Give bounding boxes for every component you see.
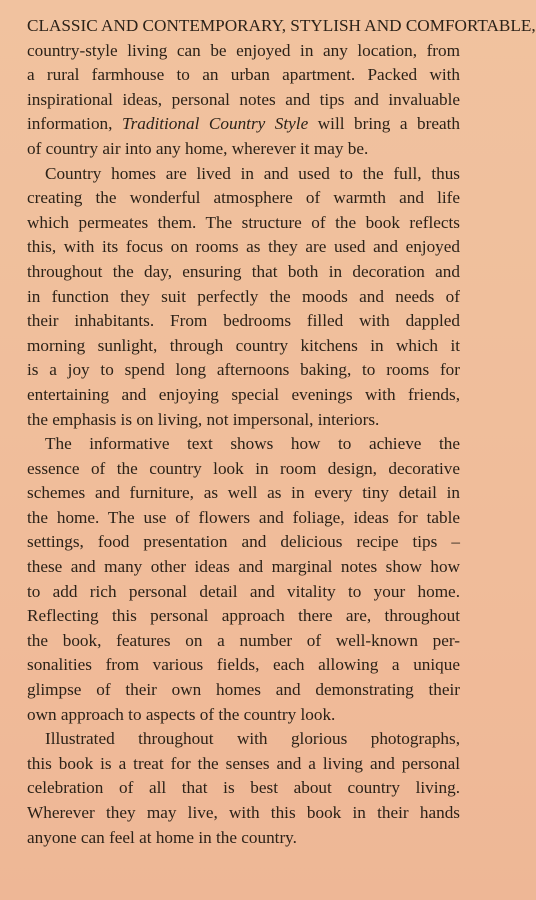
text-line: [27, 112, 460, 137]
text-line: anyone can feel at home in the country.: [27, 827, 297, 847]
paragraph-4: [27, 727, 460, 850]
text-line: CLASSIC AND CONTEMPORARY, STYLISH AND COMFORTABLE,: [27, 16, 536, 35]
text-line: inspirational ideas, personal notes and tips and invaluable: [27, 89, 460, 109]
text-line: the home. The use of flowers and foliage, ideas for table: [27, 507, 460, 527]
text-line: the book, features on a number of well-known per-: [27, 630, 460, 650]
text-line: a rural farmhouse to an urban apartment. Packed with: [27, 65, 460, 85]
text-line: essence of the country look in room design, decorative: [27, 458, 460, 478]
text-line: country-style living can be enjoyed in any location, from: [27, 40, 460, 60]
paragraph-3: [27, 432, 460, 727]
text-line: in function they suit perfectly the moods and needs of: [27, 286, 460, 306]
text-line: creating the wonderful atmosphere of warmth and life: [27, 188, 460, 208]
text-line: the emphasis is on living, not impersonal, interiors.: [27, 409, 380, 429]
text-line: entertaining and enjoying special evenings with friends,: [27, 384, 460, 404]
text-line: this book is a treat for the senses and a living and personal: [27, 753, 460, 773]
text-line: Country homes are lived in and used to the full, thus: [45, 163, 460, 183]
text-line: Illustrated throughout with glorious photographs,: [45, 729, 460, 749]
text-line: throughout the day, ensuring that both in decoration and: [27, 261, 460, 281]
text-line: is a joy to spend long afternoons baking, to rooms for: [27, 360, 460, 380]
text-run: information,: [27, 114, 122, 134]
text-line: sonalities from various fields, each allowing a unique: [27, 655, 460, 675]
text-line: of country air into any home, wherever it may be.: [27, 138, 369, 158]
text-line: Wherever they may live, with this book in their hands: [27, 803, 460, 822]
paragraph-1: [27, 14, 536, 162]
text-line: celebration of all that is best about country living.: [27, 778, 460, 798]
book-blurb: [27, 14, 536, 894]
text-run: will bring a breath: [308, 114, 461, 134]
paragraph-2: [27, 162, 460, 433]
text-line: which permeates them. The structure of the book reflects: [27, 212, 460, 232]
text-line: morning sunlight, through country kitchens in which it: [27, 335, 460, 355]
text-line: own approach to aspects of the country look.: [27, 704, 336, 724]
text-line: this, with its focus on rooms as they are used and enjoyed: [27, 237, 460, 257]
text-line: Reflecting this personal approach there are, throughout: [27, 606, 460, 626]
text-line: glimpse of their own homes and demonstrating their: [27, 680, 460, 700]
text-line: to add rich personal detail and vitality to your home.: [27, 581, 460, 601]
text-line: schemes and furniture, as well as in every tiny detail in: [27, 483, 460, 503]
text-line: these and many other ideas and marginal notes show how: [27, 557, 460, 577]
text-line: The informative text shows how to achieve the: [45, 434, 460, 454]
text-line: their inhabitants. From bedrooms filled with dappled: [27, 311, 460, 331]
text-line: settings, food presentation and delicious recipe tips –: [27, 532, 460, 552]
book-title: Traditional Country Style: [122, 114, 309, 134]
